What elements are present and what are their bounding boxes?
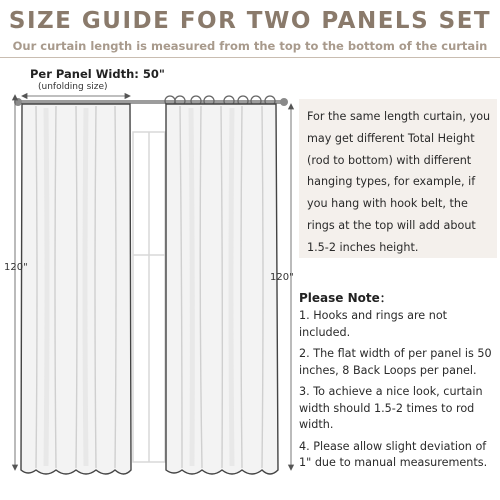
width-dimension: [22, 94, 130, 99]
right-curtain-panel: [166, 104, 278, 474]
note-item: 3. To achieve a nice look, curtain width should 1.5-2 times to rod width.: [299, 385, 483, 431]
left-height-label: 120": [4, 262, 28, 273]
info-box-text: For the same length curtain, you may get different Total Height (rod to bottom) with different hanging types, for example, if you hang with hook belt, the rings at the top will add about 1.5-2 inches height.: [307, 110, 491, 254]
right-height-label: 120": [270, 272, 294, 283]
notes-title: Please Note：: [299, 291, 392, 305]
page-title: SIZE GUIDE FOR TWO PANELS SET: [8, 8, 492, 34]
notes-list: [299, 308, 495, 477]
note-item: 1. Hooks and rings are not included.: [299, 309, 448, 339]
panel-width-label: Per Panel Width: 50": [30, 67, 165, 81]
left-height-dimension: [13, 95, 18, 470]
note-item: 4. Please allow slight deviation of 1" due to manual measurements.: [299, 439, 488, 469]
left-curtain-panel: [21, 104, 131, 474]
window-frame: [133, 132, 165, 462]
page-subtitle: Our curtain length is measured from the top to the bottom of the curtain: [12, 39, 488, 53]
right-height-dimension: [289, 104, 294, 470]
unfolding-size-label: (unfolding size): [38, 82, 108, 92]
note-item: 2. The flat width of per panel is 50 inches, 8 Back Loops per panel.: [299, 347, 492, 377]
